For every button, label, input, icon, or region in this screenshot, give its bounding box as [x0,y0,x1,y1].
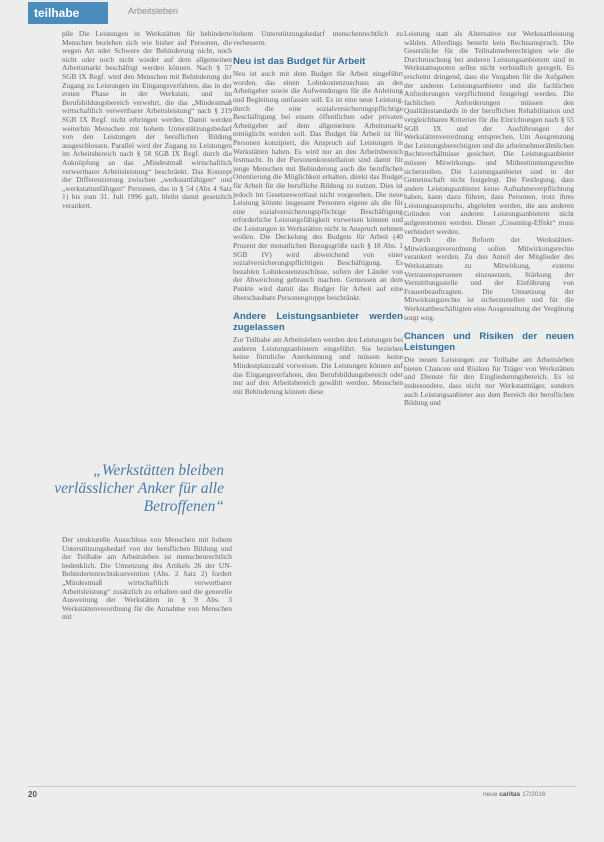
magazine-prefix: neue [483,791,498,798]
body-paragraph: Zur Teilhabe am Arbeitsleben werden den Leistungen bei anderen Leistungsanbietern eingeführt. Sie beziehen keine förmliche Anerkennung und müssen keine Mindestplatzzahl vorweisen. Die Leistungen können auf das Eingangsverfahren, den Berufsbildungsbereich oder nur auf den Arbeitsbereich gewählt werden. Menschen mit Behinderung können diese [233,335,403,396]
body-paragraph: Die neuen Leistungen zur Teilhabe am Arbeitsleben bieten Chancen und Risiken für Träger von Werkstätten und Dienste für den Eingliederungsbereich. Es ist insbesondere, dass nicht nur Werkstattträger, sondern auch Leistungsanbieter aus dem Bereich der beruflichen Bildung und [404,355,574,408]
subheading: Neu ist das Budget für Arbeit [233,56,366,68]
body-paragraph: hohem Unterstützungsbedarf menschenrechtlich zu verbessern. [233,29,403,47]
body-paragraph: Leistung statt als Alternative zur Werkstattleistung wählen. Allerdings besteht kein Rechtsanspruch. Die Gesetzliche für die Teilnahmeberechtigten wie die Durchmischung bei anderen Leistungsanbietern sind in Werkstattsquoten selbst nicht verbindlich geregelt. Es erscheint dringend, dass die Vorgaben für die Aufgaben der anderen Leistungsanbieter und die fachlichen Anforderungen verpflichtend festgelegt werden. Die fachlichen Anforderungen müssen den Qualitätsstandards in der beruflichen Rehabilitation und vergleichbaren Kriterien für die Einrichtungen nach § 55 SGB IX und der Ausführungen der Werkstättenverordnung entsprechen. Um Ausgrenzung der Leistungsberechtigten und die arbeitnehmerähnlichen Rechtsverhältnisse gesichert. Die Leistungsanbieter müssen Mitwirkungs- und Mitbestimmungsrechte sicherstellen. Die Leistungsanbieter sind in der Gemeinschaft nicht festgelegt. Die Festlegung, dass andere Leistungsanbieter keine Aufnahmeverpflichtung haben, kann dazu führen, dass Personen, trotz ihres Leistungsanspruchs, abgelehnt werden, die aus anderen Gründen von anderen Leistungsanbietern nicht aufgenommen werden. Dieser „Creaming-Effekt“ muss verhindert werden. [404,29,574,236]
magazine-footer [483,791,546,798]
section-label: Arbeitsleben [128,6,179,16]
body-paragraph: pile Die Leistungen in Werkstätten für behinderte Menschen beziehen sich wie bisher auf Personen, die wegen Art oder Schwere der Behinderung nicht, noch nicht oder noch nicht wieder auf dem allgemeinen Arbeitsmarkt beschäftigt werden können. Nach § 57 SGB IX Regf. wird den Menschen mit Behinderung der Zugang zu Leistungen im Eingangsverfahren, das in der ersten Phase in der Werkstatt, und im Berufsbildungsbereich verwehrt, die das „Mindestmaß wirtschaftlich verwertbarer Arbeitsleistung“ nach § 219 SGB IX Regf. nicht erbringen werden. Damit werden weiterhin Menschen mit hohem Unterstützungsbedarf von den Leistungen der beruflichen Bildung ausgeschlossen. Parallel wird der Zugang zu Leistungen im Arbeitsbereich nach § 58 SGB IX Regf. durch die Anknüpfung an das „Mindestmaß wirtschaftlich verwertbarer Arbeitsleistung“ beschränkt. Das Konzept der Differenzierung zwischen „werkstattfähigen“ und „werkstattunfähigen“ Personen, das in § 54 (Abs 4 Satz 1) bis zum 31. Juli 1996 galt, bleibt damit gesetzlich verankert. [62,29,232,210]
column-1-lower [62,536,232,622]
footer-rule [28,786,576,787]
column-2 [233,30,403,396]
column-1 [62,30,232,210]
pull-quote: „Werkstätten bleiben verlässlicher Anker für alle Betroffenen“ [54,462,224,515]
column-3 [404,30,574,408]
section-tab: teilhabe [28,2,108,24]
body-paragraph: Der strukturelle Ausschluss von Menschen mit hohem Unterstützungsbedarf von der beruflichen Bildung und der Teilhabe am Arbeitsleben ist menschenrechtlich bedenklich. Die Umsetzung des Artikels 26 der UN-Behindertenrechtskonvention (Abs. 2 Satz 2) fordert „Mindestmaß wirtschaftlich verwertbarer Arbeitsleistung“ zusätzlich zu erhalten und die generelle Ausweitung der Werkstätten in § 9 Abs. 3 Werkstättenverordnung für die Annahme von Menschen mit [62,535,232,622]
page-number: 20 [28,790,37,799]
magazine-name: caritas [499,791,521,798]
body-paragraph: Durch die Reform der Werkstätten-Mitwirkungsverordnung sollen Mitwirkungsrechte verankert werden. Zu den Anteil der Mitglieder des Werkstattrats zu Mitwirkung, externe Vertrauenspersonen einzusetzen, Stärkung der Vermittlungsstelle und der Einführung von Frauenbeauftragten. Die Umsetzung der Mitwirkungsrechte ist sicherzustellen und für die Werkstattbeschäftigten eine Ausgestaltung der Vergütung sorgt weg. [404,235,574,322]
magazine-issue: 17/2016 [522,791,546,798]
subheading: Andere Leistungsanbieter werden zugelassen [233,311,403,334]
subheading: Chancen und Risiken der neuen Leistungen [404,331,574,354]
body-paragraph: Neu ist auch mit dem Budget für Arbeit eingeführt worden, das einen Lohnkostenzuschuss an den Arbeitgeber sowie die Aufwendungen für die Anleitung und Begleitung umfassen soll. Es ist eine neue Leistung, durch die eine sozialversicherungspflichtige Beschäftigung bei einem öffentlichen oder privaten Arbeitgeber auf dem allgemeinen Arbeitsmarkt ermöglicht werden soll. Das Budget für Arbeit ist für Personen konzipiert, die Anspruch auf Leistungen in Werkstätten haben. Es wird nur an den Arbeitsbereich festmacht. In der Personenkonstellation sind damit für junge Menschen mit Behinderung auch die beruflichen Orientierung die Möglichkeit erhalten, direkt das Budget für Arbeit für die berufliche Bildung zu nutzen. Dies ist jedoch im Gesetzeswortlaut nicht vorgesehen. Die neue Leistung könnte insgesamt Personen eigene als die für eine sozialversicherungspflichtige Beschäftigung erforderliche Leistungsfähigkeit vorweisen können und die Leistungen in Werkstätten nicht in Anspruch nehmen wollen. Die Deckelung des Budgets für Arbeit (40 Prozent der monatlichen Bezugsgröße nach § 18 Abs. 1 SGB IV) wird abweichend von einer sozialversicherungspflichtigen Beschäftigung. Es bezahlen Lohnkostenzuschüsse, sofern der Länder von der Abweichung gebrauch machen. Gemessen an dem Punkte wird damit das Budget für Arbeit auf eine überschaubare Personengruppe beschränkt. [233,69,403,302]
